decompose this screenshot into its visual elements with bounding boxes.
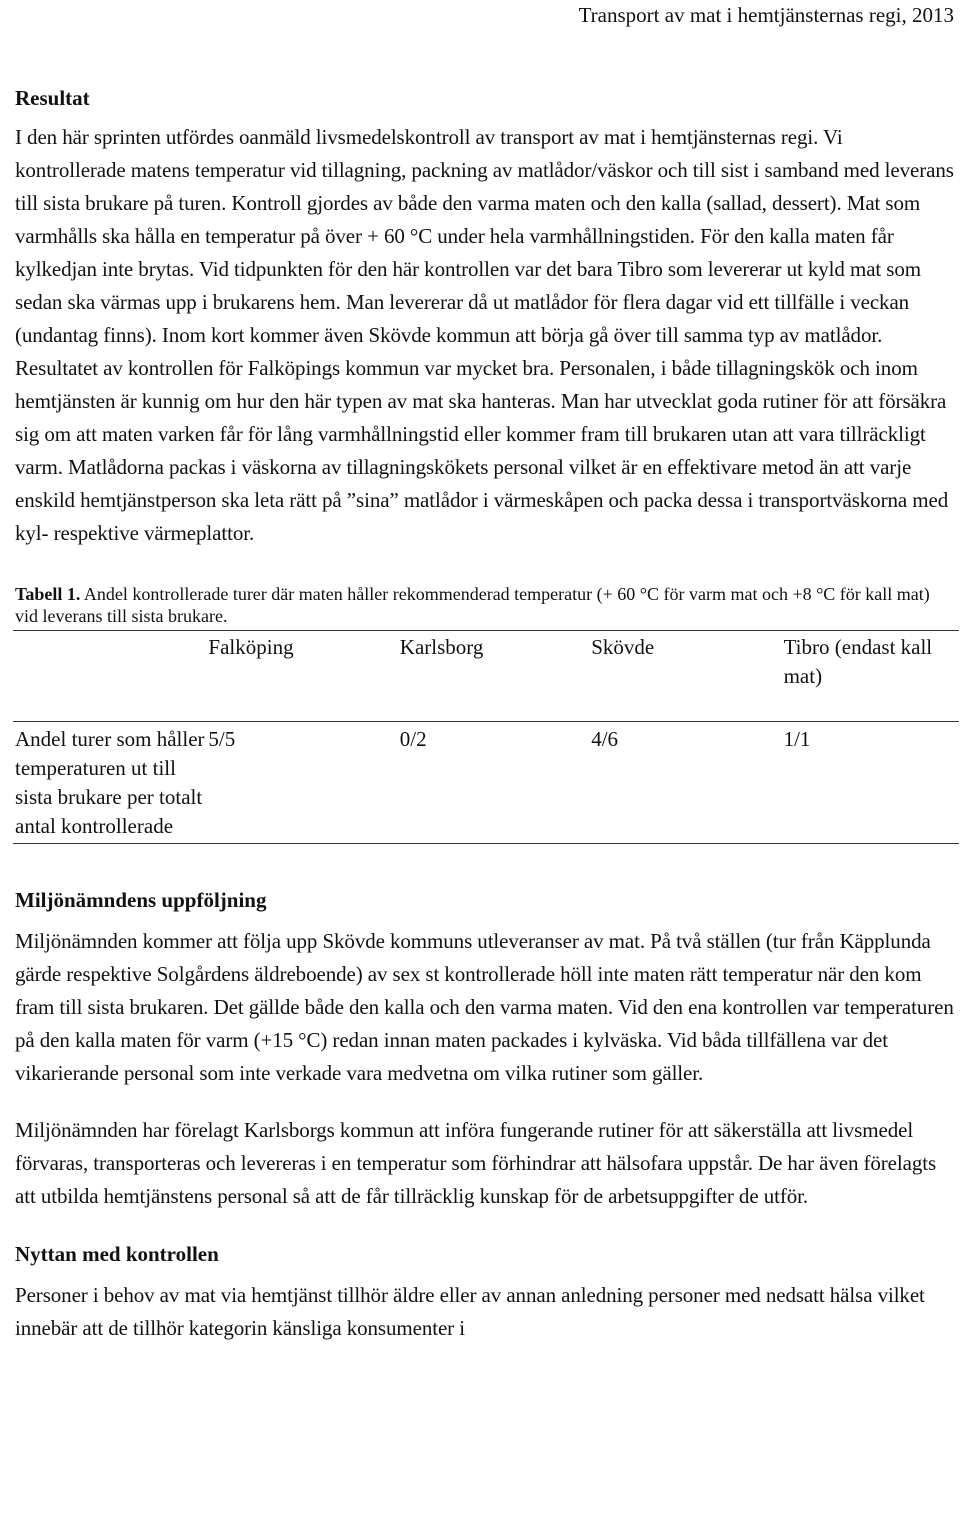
table-cell: 5/5 [208, 722, 399, 844]
table-header-cell: Karlsborg [400, 631, 591, 722]
table-cell: 0/2 [400, 722, 591, 844]
table-cell: 4/6 [591, 722, 783, 844]
section-heading-resultat: Resultat [15, 86, 90, 110]
table-caption [15, 583, 955, 627]
section-heading-uppfoljning: Miljönämndens uppföljning [15, 888, 267, 912]
uppfoljning-paragraph-1: Miljönämnden kommer att följa upp Skövde kommuns utleveranser av mat. På två ställen (tur från Käpplunda gärde respektive Solgårdens äldreboende) av sex st kontrollerade höll inte maten rätt temperatur när den kom fram till sista brukaren. Det gällde både den kalla och den varma maten. Vid den ena kontrollen var temperaturen på den kalla maten för varm (+15 °C) redan innan maten packades i kylväska. Vid båda tillfällena var det vikarierande personal som inte verkade vara medvetna om vilka rutiner som gäller. [15, 929, 954, 1085]
table-cell: 1/1 [784, 722, 959, 844]
table-header-cell [13, 631, 208, 722]
resultat-paragraph: I den här sprinten utfördes oanmäld livsmedelskontroll av transport av mat i hemtjänsternas regi. Vi kontrollerade matens temperatur vid tillagning, packning av matlådor/väskor och till sist i samband med leverans till sista brukare på turen. Kontroll gjordes av både den varma maten och den kalla (sallad, dessert). Mat som varmhålls ska hålla en temperatur på över + 60 °C under hela varmhållningstiden. För den kalla maten får kylkedjan inte brytas. Vid tidpunkten för den här kontrollen var det bara Tibro som levererar ut kyld mat som sedan ska värmas upp i brukarens hem. Man levererar då ut matlådor för flera dagar vid ett tillfälle i veckan (undantag finns). Inom kort kommer även Skövde kommun att börja gå över till samma typ av matlådor. Resultatet av kontrollen för Falköpings kommun var mycket bra. Personalen, i både tillagningskök och inom hemtjänsten är kunnig om hur den här typen av mat ska hanteras. Man har utvecklat goda rutiner för att försäkra sig om att maten varken får för lång varmhållningstid eller kommer fram till brukaren utan att vara tillräckligt varm. Matlådorna packas i väskorna av tillagningskökets personal vilket är en effektivare metod än att varje enskild hemtjänstperson ska leta rätt på ”sina” matlådor i värmeskåpen och packa dessa i transportväskorna med kyl- respektive värmeplattor. [15, 125, 954, 545]
results-table [13, 630, 959, 844]
table-row-label: Andel turer som håller temperaturen ut till sista brukare per totalt antal kontrollerade [13, 722, 208, 844]
running-header: Transport av mat i hemtjänsternas regi, 2013 [578, 3, 954, 27]
table-row [13, 722, 959, 844]
uppfoljning-paragraph-2: Miljönämnden har förelagt Karlsborgs kommun att införa fungerande rutiner för att säkerställa att livsmedel förvaras, transporteras och levereras i en temperatur som förhindrar att hälsofara uppstår. De har även förelagts att utbilda hemtjänstens personal så att de får tillräcklig kunskap för de arbetsuppgifter de utför. [15, 1118, 937, 1208]
table-header-row [13, 631, 959, 722]
table-header-cell: Falköping [208, 631, 399, 722]
nyttan-paragraph: Personer i behov av mat via hemtjänst tillhör äldre eller av annan anledning personer med nedsatt hälsa vilket innebär att de tillhör kategorin känsliga konsumenter i [15, 1283, 925, 1340]
table-caption-label: Tabell 1. [15, 584, 81, 604]
table-header-cell: Tibro (endast kall mat) [784, 631, 959, 722]
table-caption-text: Andel kontrollerade turer där maten håller rekommenderad temperatur (+ 60 °C för varm mat och +8 °C för kall mat) vid leverans till sista brukare. [15, 584, 930, 626]
table-header-cell: Skövde [591, 631, 783, 722]
section-heading-nyttan: Nyttan med kontrollen [15, 1242, 219, 1266]
document-body [15, 82, 955, 1345]
